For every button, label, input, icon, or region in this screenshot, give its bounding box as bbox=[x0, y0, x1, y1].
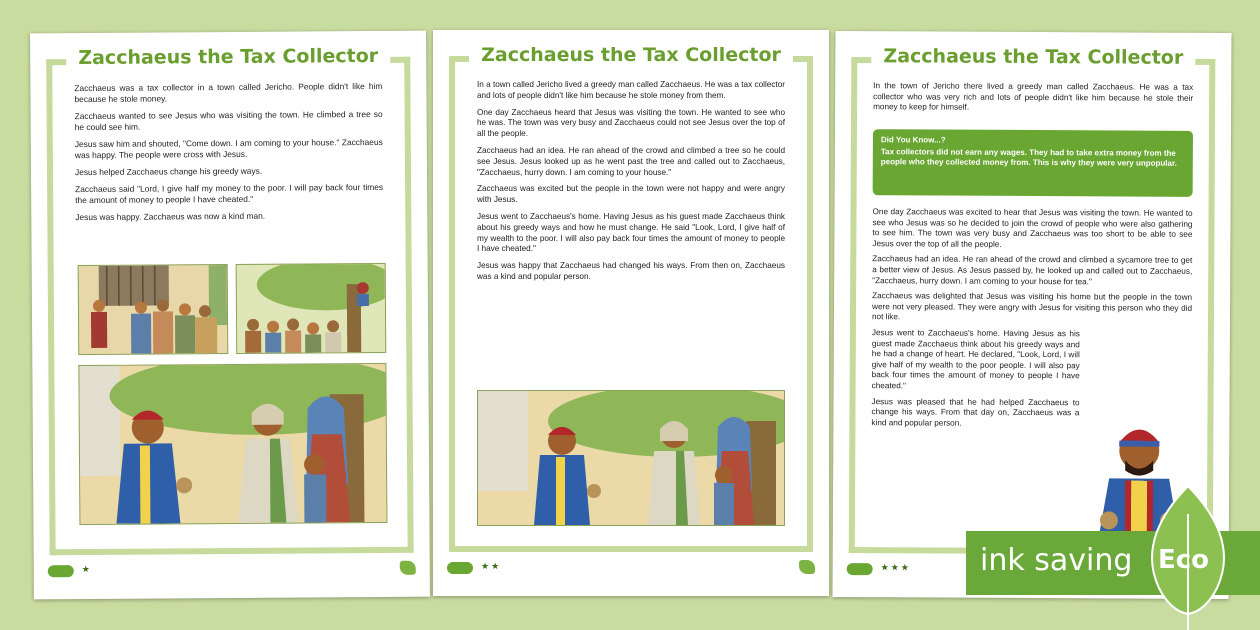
page-title: Zacchaeus the Tax Collector bbox=[78, 44, 379, 70]
story-paragraph: Jesus was happy. Zacchaeus was now a kind man. bbox=[75, 210, 266, 223]
story-paragraph: Jesus went to Zacchaeus's home. Having Jesus as his guest made Zacchaeus think about his greedy ways and how he must change. He said "Look, Lord, I give half of my wealth to the poor. I will also pay back four times the amount of money to people I have cheated." bbox=[477, 211, 785, 254]
story-text bbox=[871, 207, 1192, 435]
difficulty-stars: ★★★ bbox=[880, 563, 911, 574]
story-paragraph: One day Zacchaeus heard that Jesus was visiting the town. He wanted to see who he was. The town was very busy and Zacchaeus could not see Jesus over the top of all the people. bbox=[477, 107, 785, 139]
story-paragraph: Jesus was pleased that he had helped Zacchaeus to change his ways. From that day on, Zacchaeus was a kind and popular person. bbox=[871, 396, 1080, 428]
ink-saving-label: ink saving bbox=[980, 543, 1133, 578]
illustration-jesus-meets-zacchaeus bbox=[78, 363, 387, 525]
story-paragraph: In a town called Jericho lived a greedy man called Zacchaeus. He was a tax collector and lots of people didn't like him because he stole money from them. bbox=[477, 80, 785, 100]
eco-leaf-icon bbox=[400, 561, 416, 575]
story-paragraph: Zacchaeus was a tax collector in a town called Jericho. People didn't like him because he stole money. bbox=[74, 80, 383, 105]
eco-badge-label: Eco bbox=[1158, 545, 1210, 575]
story-paragraph: Jesus went to Zacchaeus's home. Having Jesus as his guest made Zacchaeus think about his greedy ways and he had a change of heart. He declared, "Look, Lord, I will give half of my wealth to the poor people. I will also pay back four times the amount of money to people I have cheated." bbox=[871, 328, 1080, 391]
illustration-jesus-meets-zacchaeus bbox=[477, 390, 785, 526]
twinkl-logo-icon bbox=[847, 563, 873, 575]
story-paragraph: Jesus was happy that Zacchaeus had changed his ways. From then on, Zacchaeus was a kind and popular person. bbox=[477, 261, 785, 281]
story-intro bbox=[873, 81, 1193, 120]
story-paragraph: Zacchaeus had an idea. He ran ahead of the crowd and climbed a sycamore tree to get a better view of Jesus. As Jesus passed by, he looked up and called out to Zacchaeus, "Zacchaeus, hurry down. I am coming to your house for tea." bbox=[872, 254, 1193, 286]
story-paragraph: Jesus helped Zacchaeus change his greedy ways. bbox=[74, 165, 263, 178]
did-you-know-text: Tax collectors did not earn any wages. They had to take extra money from the people who they collected money from. This is why they were very unpopular. bbox=[880, 146, 1177, 168]
worksheet-page-2 bbox=[433, 30, 829, 596]
page-title: Zacchaeus the Tax Collector bbox=[481, 44, 781, 66]
did-you-know-box bbox=[873, 129, 1193, 197]
difficulty-stars: ★★ bbox=[481, 562, 502, 572]
twinkl-logo-icon bbox=[48, 565, 74, 577]
page-footer bbox=[48, 563, 416, 582]
page-footer bbox=[447, 562, 815, 578]
story-paragraph: Zacchaeus was delighted that Jesus was visiting his home but the people in the town were not very pleased. They were angry with Jesus for visiting this person who they did not like. bbox=[871, 291, 1193, 322]
did-you-know-title: Did You Know...? bbox=[880, 135, 946, 145]
story-paragraph: Jesus saw him and shouted, "Come down. I am coming to your house." Zacchaeus was happy. The people were cross with Jesus. bbox=[74, 136, 383, 161]
twinkl-logo-icon bbox=[447, 562, 473, 574]
illustration-tree-crowd bbox=[236, 263, 387, 354]
story-paragraph: Zacchaeus had an idea. He ran ahead of the crowd and climbed a tree so he could see Jesus. Jesus looked up as he went past the tree and called out to Zacchaeus, "Zacchaeus, hurry down. I am coming to your house." bbox=[477, 145, 785, 177]
story-paragraph: In the town of Jericho there lived a greedy man called Zacchaeus. He was a tax collector who was very rich and lots of people didn't like him because he stole their money to keep for himself. bbox=[873, 81, 1194, 112]
page-title: Zacchaeus the Tax Collector bbox=[883, 45, 1184, 69]
illustration-crowd-town bbox=[78, 264, 229, 355]
eco-leaf-icon bbox=[799, 560, 815, 574]
story-text bbox=[74, 81, 383, 229]
story-text bbox=[477, 80, 785, 289]
story-paragraph: Zacchaeus was excited but the people in the town were not happy and were angry with Jesus. bbox=[477, 184, 785, 205]
story-paragraph: Zacchaeus said "Lord, I give half my money to the poor. I will pay back four times the amount of money to people I have cheated." bbox=[75, 181, 384, 206]
story-paragraph: Zacchaeus wanted to see Jesus who was visiting the town. He climbed a tree so he could see him. bbox=[74, 108, 383, 133]
difficulty-stars: ★ bbox=[81, 564, 92, 576]
worksheet-page-1 bbox=[30, 31, 430, 600]
story-paragraph: One day Zacchaeus was excited to hear that Jesus was visiting the town. He wanted to see who Jesus was so he decided to join the crowd of people who were also gathering to see him. The town was very busy and Zacchaeus was too short to be able to see Jesus over the top of all the people. bbox=[872, 207, 1193, 249]
